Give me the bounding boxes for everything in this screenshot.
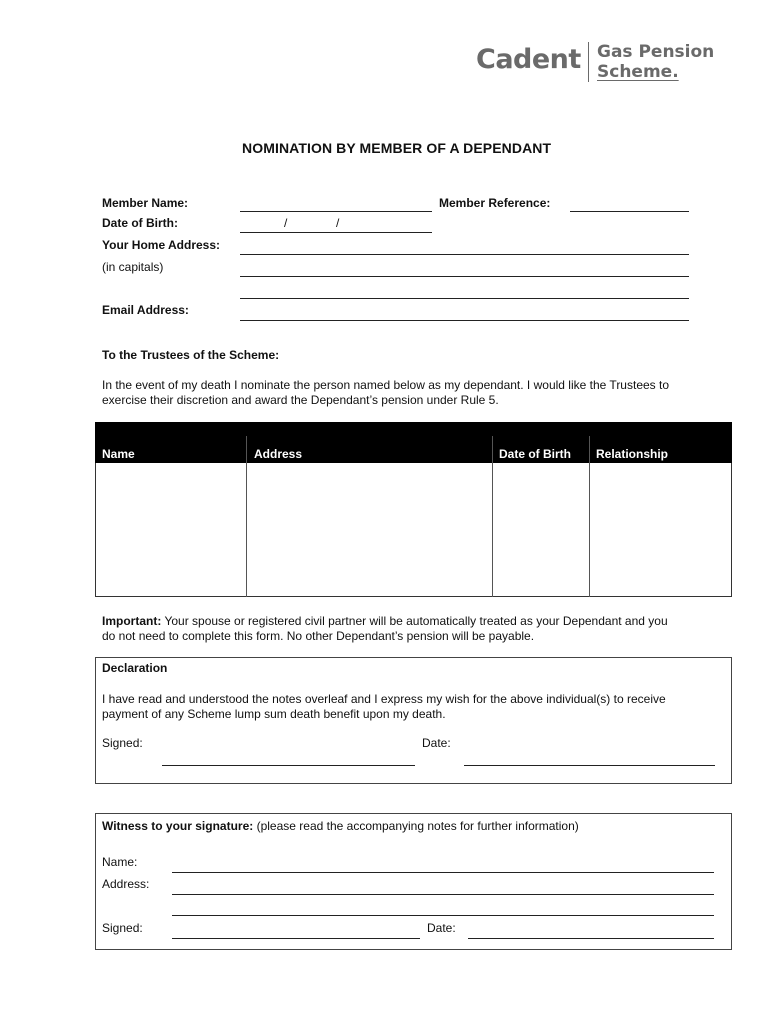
- logo-divider: [588, 42, 589, 82]
- dob-field[interactable]: [240, 232, 432, 233]
- page-title: NOMINATION BY MEMBER OF A DEPENDANT: [242, 140, 552, 156]
- logo-scheme-name: [597, 42, 714, 82]
- trustees-paragraph: [102, 378, 669, 408]
- witness-name-field[interactable]: [172, 872, 714, 873]
- important-label: Important:: [102, 614, 162, 628]
- column-header-date-of-birth: Date of Birth: [499, 447, 571, 461]
- witness-name-label: Name:: [102, 855, 138, 869]
- declaration-date-field[interactable]: [464, 765, 715, 766]
- declaration-text: [102, 692, 666, 722]
- member-reference-label: Member Reference:: [439, 196, 551, 210]
- logo-brand: Cadent: [476, 44, 581, 75]
- capitals-note: (in capitals): [102, 260, 164, 274]
- column-header-address: Address: [254, 447, 303, 461]
- home-address-line-3[interactable]: [240, 298, 689, 299]
- home-address-line-2[interactable]: [240, 276, 689, 277]
- witness-address-line-2[interactable]: [172, 915, 714, 916]
- dob-separator-2: /: [336, 216, 340, 230]
- home-address-line-1[interactable]: [240, 254, 689, 255]
- witness-title-bold: Witness to your signature:: [102, 819, 254, 833]
- dob-label: Date of Birth:: [102, 216, 178, 230]
- trustees-heading: To the Trustees of the Scheme:: [102, 348, 280, 362]
- declaration-date-label: Date:: [422, 736, 451, 750]
- important-note-line-2: do not need to complete this form. No other Dependant’s pension will be payable.: [102, 629, 535, 643]
- table-cell-relationship[interactable]: [590, 463, 731, 596]
- column-header-relationship: Relationship: [596, 447, 669, 461]
- witness-address-label: Address:: [102, 877, 150, 891]
- table-cell-name[interactable]: [96, 463, 246, 596]
- declaration-signed-label: Signed:: [102, 736, 143, 750]
- witness-signed-label: Signed:: [102, 921, 143, 935]
- trustees-paragraph-line-1: In the event of my death I nominate the person named below as my dependant. I would like the Trustees to: [102, 378, 670, 392]
- member-reference-field[interactable]: [570, 211, 689, 212]
- witness-date-label: Date:: [427, 921, 456, 935]
- logo-line1: Gas Pension: [597, 42, 715, 62]
- table-cell-address[interactable]: [247, 463, 492, 596]
- important-note-line-1: [102, 614, 668, 629]
- witness-box: [95, 813, 732, 950]
- dob-separator-1: /: [284, 216, 288, 230]
- witness-address-line-1[interactable]: [172, 894, 714, 895]
- declaration-text-line-2: payment of any Scheme lump sum death benefit upon my death.: [102, 707, 446, 721]
- column-header-name: Name: [102, 447, 135, 461]
- email-label: Email Address:: [102, 303, 189, 317]
- email-field[interactable]: [240, 320, 689, 321]
- member-name-field[interactable]: [240, 211, 432, 212]
- witness-title-rest: (please read the accompanying notes for further information): [253, 819, 579, 833]
- declaration-text-line-1: I have read and understood the notes overleaf and I express my wish for the above individual(s) to receive: [102, 692, 666, 706]
- important-note: [102, 614, 668, 644]
- witness-signature-field[interactable]: [172, 938, 420, 939]
- witness-date-field[interactable]: [468, 938, 714, 939]
- trustees-paragraph-line-2: exercise their discretion and award the Dependant’s pension under Rule 5.: [102, 393, 499, 407]
- logo-line2: Scheme.: [597, 62, 679, 82]
- declaration-signature-field[interactable]: [162, 765, 415, 766]
- table-cell-date-of-birth[interactable]: [493, 463, 589, 596]
- member-name-label: Member Name:: [102, 196, 189, 210]
- witness-title: [102, 819, 579, 833]
- declaration-title: Declaration: [102, 661, 168, 675]
- important-text-1: Your spouse or registered civil partner will be automatically treated as your Dependant and you: [161, 614, 668, 628]
- home-address-label: Your Home Address:: [102, 238, 221, 252]
